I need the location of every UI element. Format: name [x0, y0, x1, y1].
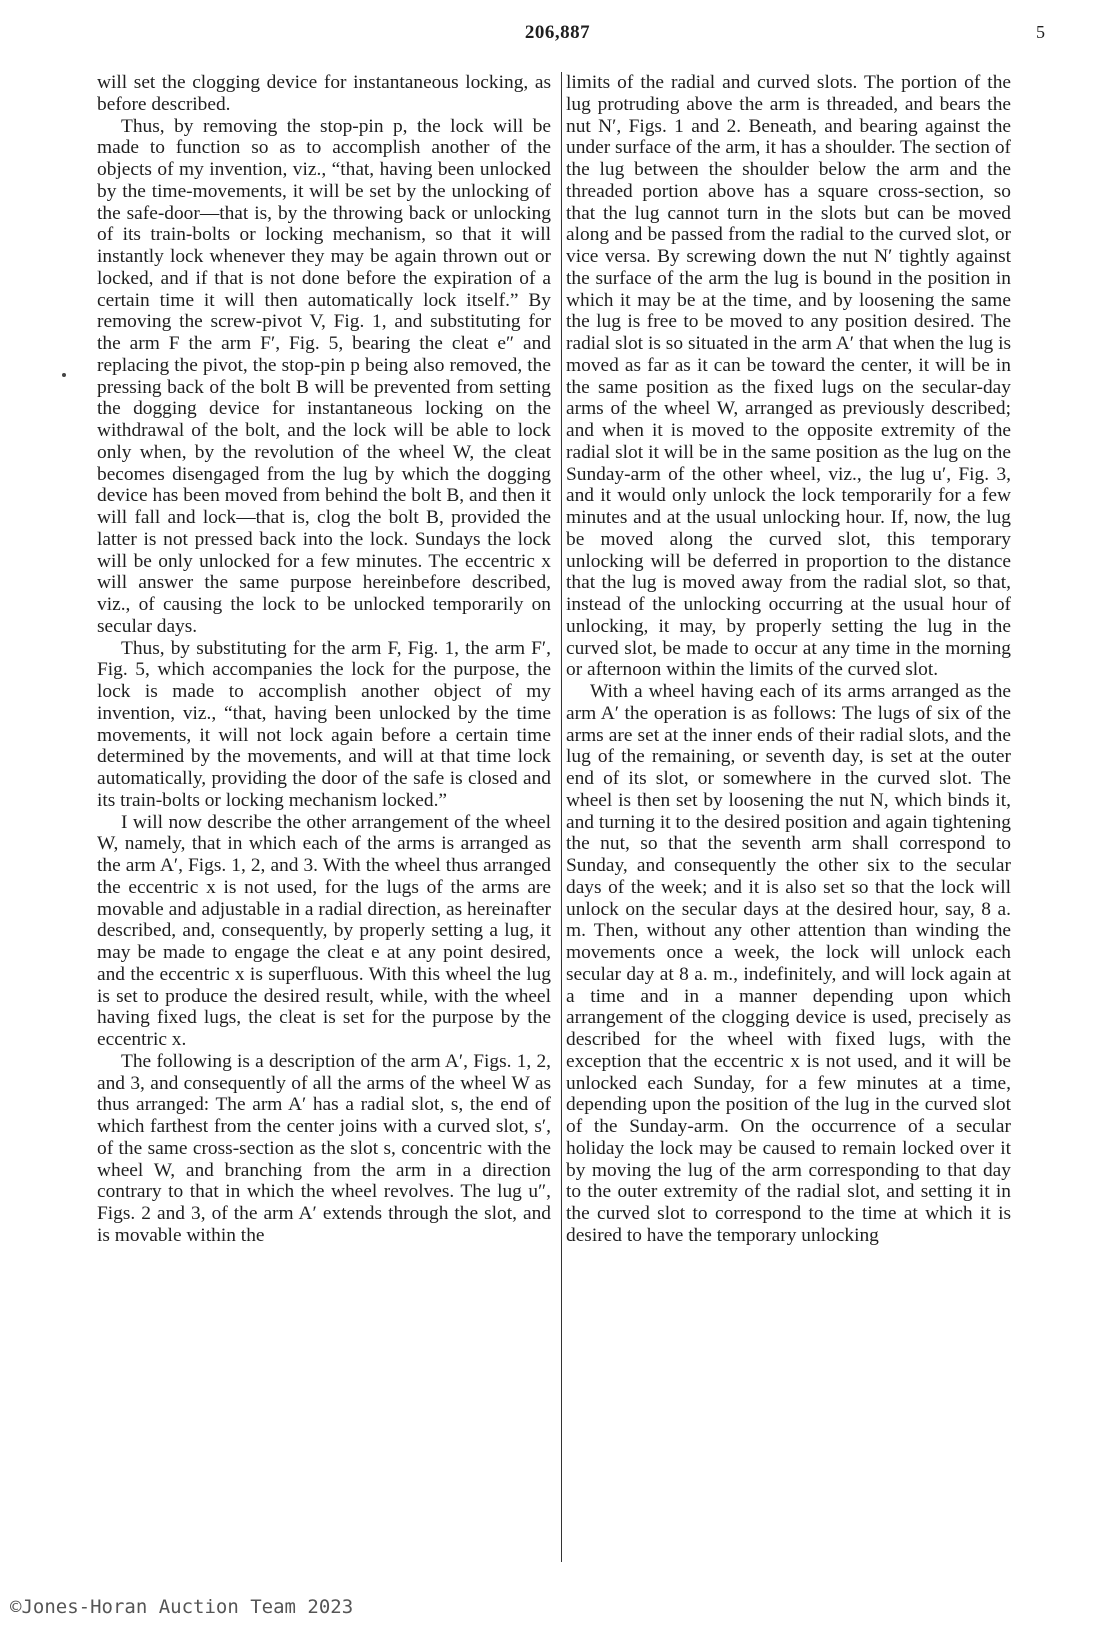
- paragraph: With a wheel having each of its arms arranged as the arm A′ the operation is as follows: The lugs of six of the arms are set at the inner ends of their radial slots, and the lug of the remaining, or seventh day, is set at the outer end of its slot, or somewhere in the curved slot. The wheel is then set by loosening the nut N, which binds it, and turning it to the desired position and again tightening the nut, so that the seventh arm shall correspond to Sunday, and consequently the other six to the secular days of the week; and it is also set so that the lock will unlock on the secular days at the desired hour, say, 8 a. m. Then, without any other attention than winding the movements once a week, the lock will unlock each secular day at 8 a. m., indefinitely, and will lock again at a time and in a manner depending upon which arrangement of the clogging device is used, precisely as described for the wheel with fixed lugs, with the exception that the eccentric x is not used, and it will be unlocked each Sunday, for a few minutes at a time, depending upon the position of the lug in the curved slot of the Sunday-arm. On the occurrence of a secular holiday the lock may be caused to remain locked over it by moving the lug of the arm corresponding to that day to the outer extremity of the radial slot, and setting it in the curved slot to correspond to the time at which it is desired to have the temporary unlocking: [566, 681, 1011, 1246]
- paragraph: The following is a description of the arm A′, Figs. 1, 2, and 3, and consequently of all the arms of the wheel W as thus arranged: The arm A′ has a radial slot, s, the end of which farthest from the center joins with a curved slot, s′, of the same cross-section as the slot s, concentric with the wheel W, and branching from the arm in a direction contrary to that in which the wheel revolves. The lug u″, Figs. 2 and 3, of the arm A′ extends through the slot, and is movable within the: [97, 1050, 551, 1246]
- paragraph: I will now describe the other arrangement of the wheel W, namely, that in which each of the arms is arranged as the arm A′, Figs. 1, 2, and 3. With the wheel thus arranged the eccentric x is not used, for the lugs of the arms are movable and adjustable in a radial direction, as hereinafter described, and, consequently, by properly setting a lug, it may be made to engage the cleat e at any point desired, and the eccentric x is superfluous. With this wheel the lug is set to produce the desired result, while, with the wheel having fixed lugs, the cleat is set for the purpose by the eccentric x.: [97, 811, 551, 1050]
- paragraph: limits of the radial and curved slots. The portion of the lug protruding above the arm is threaded, and bears the nut N′, Figs. 1 and 2. Beneath, and bearing against the under surface of the arm, it has a shoulder. The section of the lug between the shoulder below the arm and the threaded portion above has a square cross-section, so that the lug cannot turn in the slots but can be moved along and be passed from the radial to the curved slot, or vice versa. By screwing down the nut N′ tightly against the surface of the arm the lug is bound in the position in which it may be at the time, and by loosening the same the lug is free to be moved to any position desired. The radial slot is so situated in the arm A′ that when the lug is moved as far as it can be toward the center, it will be in the same position as the fixed lugs on the secular-day arms of the wheel W, arranged as previously described; and when it is moved to the opposite extremity of the radial slot it will be in the same position as the lug on the Sunday-arm of the other wheel, viz., the lug u′, Fig. 3, and it would only unlock the lock temporarily for a few minutes and at the usual unlocking hour. If, now, the lug be moved along the curved slot, this temporary unlocking will be deferred in proportion to the distance that the lug is moved away from the radial slot, so that, instead of the unlocking occurring at the usual hour of unlocking, it may, by properly setting the lug in the curved slot, be made to occur at any time in the morning or afternoon within the limits of the curved slot.: [566, 72, 1011, 681]
- paragraph: Thus, by substituting for the arm F, Fig. 1, the arm F′, Fig. 5, which accompanies the lock for the purpose, the lock is made to accomplish another object of my invention, viz., “that, having been unlocked by the time movements, it will not lock again before a certain time determined by the movements, and will at that time lock automatically, providing the door of the safe is closed and its train-bolts or locking mechanism locked.”: [97, 637, 551, 811]
- right-column: [566, 72, 1011, 1247]
- paragraph: will set the clogging device for instantaneous locking, as before described.: [97, 72, 551, 115]
- watermark: ©Jones-Horan Auction Team 2023: [10, 1596, 354, 1618]
- left-column: [97, 72, 551, 1247]
- page-number: 5: [1036, 22, 1045, 42]
- margin-mark: [62, 373, 66, 377]
- column-divider: [561, 72, 562, 1562]
- paragraph: Thus, by removing the stop-pin p, the lock will be made to function so as to accomplish another of the objects of my invention, viz., “that, having been unlocked by the time-movements, it will be set by the unlocking of the safe-door—that is, by the throwing back or unlocking of its train-bolts or locking mechanism, so that it will instantly lock whenever they may be again thrown out or locked, and if that is not done before the expiration of a certain time it will then automatically lock itself.” By removing the screw-pivot V, Fig. 1, and substituting for the arm F the arm F′, Fig. 5, bearing the cleat e″ and replacing the pivot, the stop-pin p being also removed, the pressing back of the bolt B will be prevented from setting the dogging device for instantaneous locking on the withdrawal of the bolt, and the lock will be able to lock only when, by the revolution of the wheel W, the cleat becomes disengaged from the lug by which the dogging device has been moved from behind the bolt B, and then it will fall and lock—that is, clog the bolt B, provided the latter is not pressed back into the lock. Sundays the lock will be only unlocked for a few minutes. The eccentric x will answer the same purpose hereinbefore described, viz., of causing the lock to be unlocked temporarily on secular days.: [97, 115, 551, 637]
- patent-number: 206,887: [524, 22, 591, 43]
